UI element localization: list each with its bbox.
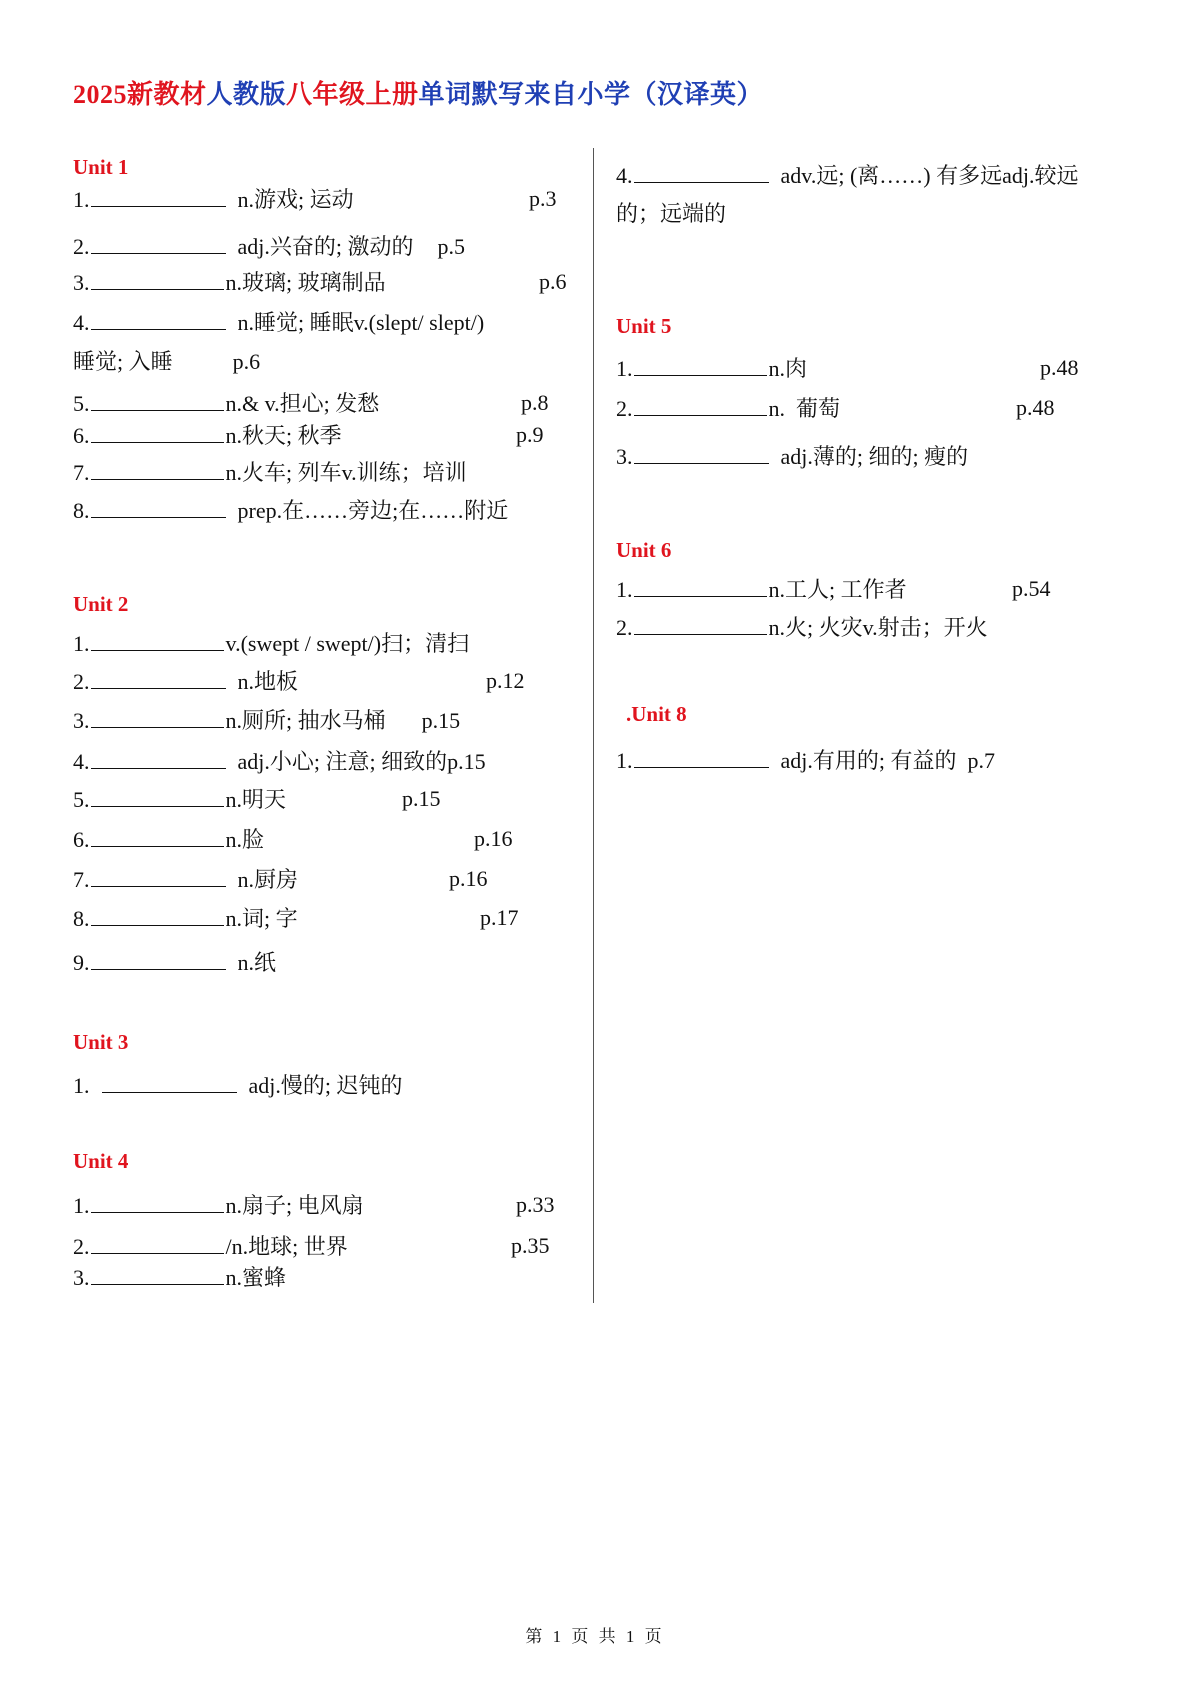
- title-part-1: 2025新教材: [73, 80, 207, 109]
- item-definition: n.工人; 工作者: [768, 577, 907, 602]
- unit-4-item-4: [616, 162, 1078, 189]
- item-definition: n.蜜蜂: [225, 1265, 287, 1290]
- item-definition-cont: 睡觉; 入睡: [73, 349, 173, 374]
- item-definition: n.纸: [237, 950, 277, 975]
- item-page: p.35: [511, 1233, 550, 1258]
- unit-2-item-3: [73, 707, 460, 734]
- item-number: 2.: [616, 396, 633, 421]
- answer-blank[interactable]: [91, 786, 224, 807]
- item-number: 1.: [73, 1073, 90, 1098]
- unit-2-item-8: [73, 905, 519, 932]
- item-number: 1.: [616, 577, 633, 602]
- unit-5-heading: Unit 5: [616, 314, 672, 338]
- item-definition: n.词; 字: [225, 906, 298, 931]
- item-number: 8.: [73, 906, 90, 931]
- answer-blank[interactable]: [91, 905, 224, 926]
- item-definition: n.扇子; 电风扇: [225, 1193, 364, 1218]
- answer-blank[interactable]: [91, 497, 226, 518]
- item-definition: n.厨房: [237, 867, 299, 892]
- unit-2-item-2: [73, 668, 525, 695]
- item-number: 3.: [73, 270, 90, 295]
- unit-2-item-9: [73, 949, 276, 976]
- unit-6-item-1: [616, 576, 1051, 603]
- item-definition: n.厕所; 抽水马桶: [225, 708, 386, 733]
- unit-4-heading: Unit 4: [73, 1149, 129, 1173]
- answer-blank[interactable]: [91, 186, 226, 207]
- item-number: 6.: [73, 827, 90, 852]
- item-definition: n.火车; 列车v.训练；培训: [225, 460, 467, 485]
- item-page: p.48: [1016, 395, 1055, 420]
- answer-blank[interactable]: [91, 233, 226, 254]
- unit-3-item-1: [73, 1072, 403, 1099]
- item-number: 7.: [73, 460, 90, 485]
- item-number: 6.: [73, 423, 90, 448]
- unit-4-item-2: [73, 1233, 550, 1260]
- unit-1-item-3: [73, 269, 567, 296]
- unit-6-item-2: [616, 614, 988, 641]
- answer-blank[interactable]: [91, 826, 224, 847]
- unit-1-item-2: [73, 233, 465, 260]
- item-definition: n.地板: [237, 669, 299, 694]
- item-definition: adj.慢的; 迟钝的: [248, 1073, 403, 1098]
- unit-2-item-4: [73, 748, 486, 775]
- item-definition: n.火; 火灾v.射击；开火: [768, 615, 988, 640]
- item-page: p.17: [480, 905, 519, 930]
- item-definition: n.秋天; 秋季: [225, 423, 342, 448]
- item-definition: adj.薄的; 细的; 瘦的: [780, 444, 969, 469]
- item-number: 1.: [73, 187, 90, 212]
- item-number: 5.: [73, 787, 90, 812]
- answer-blank[interactable]: [91, 269, 224, 290]
- column-divider: [593, 148, 594, 1303]
- title-part-2: 人教版: [206, 80, 287, 109]
- unit-5-item-2: [616, 395, 1055, 422]
- item-number: 5.: [73, 391, 90, 416]
- answer-blank[interactable]: [91, 707, 224, 728]
- item-page: p.9: [516, 422, 544, 447]
- item-definition: adj.有用的; 有益的 p.7: [780, 748, 995, 773]
- unit-4-item-1: [73, 1192, 555, 1219]
- item-page: p.15: [421, 708, 461, 733]
- item-definition: n. 葡萄: [768, 396, 841, 421]
- title-part-3: 八年级上册: [286, 80, 419, 109]
- answer-blank[interactable]: [102, 1072, 237, 1093]
- unit-2-item-7: [73, 866, 488, 893]
- item-number: 4.: [73, 310, 90, 335]
- unit-2-item-6: [73, 826, 513, 853]
- unit-6-heading: Unit 6: [616, 538, 672, 562]
- item-definition: n.睡觉; 睡眠v.(slept/ slept/): [237, 310, 485, 335]
- item-definition: n.脸: [225, 827, 265, 852]
- answer-blank[interactable]: [634, 614, 767, 635]
- item-definition: n.& v.担心; 发愁: [225, 391, 380, 416]
- item-number: 1.: [73, 1193, 90, 1218]
- unit-1-item-4-cont: [73, 349, 260, 375]
- unit-1-item-5: [73, 390, 549, 417]
- answer-blank[interactable]: [91, 459, 224, 480]
- answer-blank[interactable]: [91, 1233, 224, 1254]
- item-number: 1.: [616, 356, 633, 381]
- answer-blank[interactable]: [634, 443, 769, 464]
- item-number: 9.: [73, 950, 90, 975]
- item-number: 3.: [73, 1265, 90, 1290]
- item-number: 8.: [73, 498, 90, 523]
- item-definition: n.玻璃; 玻璃制品: [225, 270, 386, 295]
- item-page: p.16: [449, 866, 488, 891]
- item-number: 7.: [73, 867, 90, 892]
- item-number: 2.: [73, 1234, 90, 1259]
- item-page: p.3: [529, 186, 557, 211]
- item-number: 4.: [616, 163, 633, 188]
- item-page: p.6: [232, 349, 261, 374]
- item-number: 2.: [73, 669, 90, 694]
- answer-blank[interactable]: [91, 668, 226, 689]
- answer-blank[interactable]: [91, 1192, 224, 1213]
- unit-4-item-4-cont: [616, 201, 726, 227]
- item-definition: n.肉: [768, 356, 808, 381]
- unit-2-item-1: [73, 630, 469, 657]
- answer-blank[interactable]: [91, 309, 226, 330]
- unit-2-item-5: [73, 786, 441, 813]
- answer-blank[interactable]: [91, 748, 226, 769]
- title-part-4: 单词默写来自小学（汉译英）: [418, 80, 764, 109]
- item-page: p.54: [1012, 576, 1051, 601]
- unit-1-heading: Unit 1: [73, 155, 129, 179]
- answer-blank[interactable]: [91, 1264, 224, 1285]
- item-page: p.8: [521, 390, 549, 415]
- item-definition: prep.在……旁边;在……附近: [237, 498, 509, 523]
- item-page: p.12: [486, 668, 525, 693]
- unit-1-item-6: [73, 422, 544, 449]
- unit-3-heading: Unit 3: [73, 1030, 129, 1054]
- answer-blank[interactable]: [634, 355, 767, 376]
- item-page: p.15: [402, 786, 441, 811]
- unit-1-item-7: [73, 459, 467, 486]
- item-definition-cont: 的；远端的: [616, 201, 727, 226]
- unit-2-heading: Unit 2: [73, 592, 129, 616]
- answer-blank[interactable]: [634, 576, 767, 597]
- unit-1-item-1: [73, 186, 557, 213]
- unit-4-item-3: [73, 1264, 286, 1291]
- unit-5-item-1: [616, 355, 1079, 382]
- item-page: p.5: [437, 234, 465, 259]
- answer-blank[interactable]: [634, 162, 769, 183]
- page-footer: 第 1 页 共 1 页: [525, 1627, 665, 1646]
- item-number: 1.: [616, 748, 633, 773]
- item-page: p.48: [1040, 355, 1079, 380]
- item-number: 3.: [616, 444, 633, 469]
- item-definition: adj.小心; 注意; 细致的p.15: [237, 749, 486, 774]
- item-definition: adv.远; (离……) 有多远adj.较远: [780, 163, 1079, 188]
- item-definition: n.游戏; 运动: [237, 187, 354, 212]
- answer-blank[interactable]: [634, 747, 769, 768]
- item-page: p.16: [474, 826, 513, 851]
- unit-5-item-3: [616, 443, 968, 470]
- item-number: 3.: [73, 708, 90, 733]
- item-number: 2.: [616, 615, 633, 640]
- item-definition: v.(swept / swept/)扫；清扫: [225, 631, 470, 656]
- item-definition: /n.地球; 世界: [225, 1234, 348, 1259]
- answer-blank[interactable]: [91, 630, 224, 651]
- document-title: [73, 74, 763, 111]
- answer-blank[interactable]: [91, 422, 224, 443]
- unit-8-item-1: [616, 747, 995, 774]
- item-definition: n.明天: [225, 787, 287, 812]
- item-page: p.6: [539, 269, 567, 294]
- item-definition: adj.兴奋的; 激动的: [237, 234, 414, 259]
- item-number: 1.: [73, 631, 90, 656]
- unit-1-item-4: [73, 309, 484, 336]
- item-number: 2.: [73, 234, 90, 259]
- item-page: p.33: [516, 1192, 555, 1217]
- answer-blank[interactable]: [91, 866, 226, 887]
- item-number: 4.: [73, 749, 90, 774]
- answer-blank[interactable]: [634, 395, 767, 416]
- answer-blank[interactable]: [91, 949, 226, 970]
- unit-8-heading: .Unit 8: [626, 702, 687, 726]
- unit-1-item-8: [73, 497, 508, 524]
- answer-blank[interactable]: [91, 390, 224, 411]
